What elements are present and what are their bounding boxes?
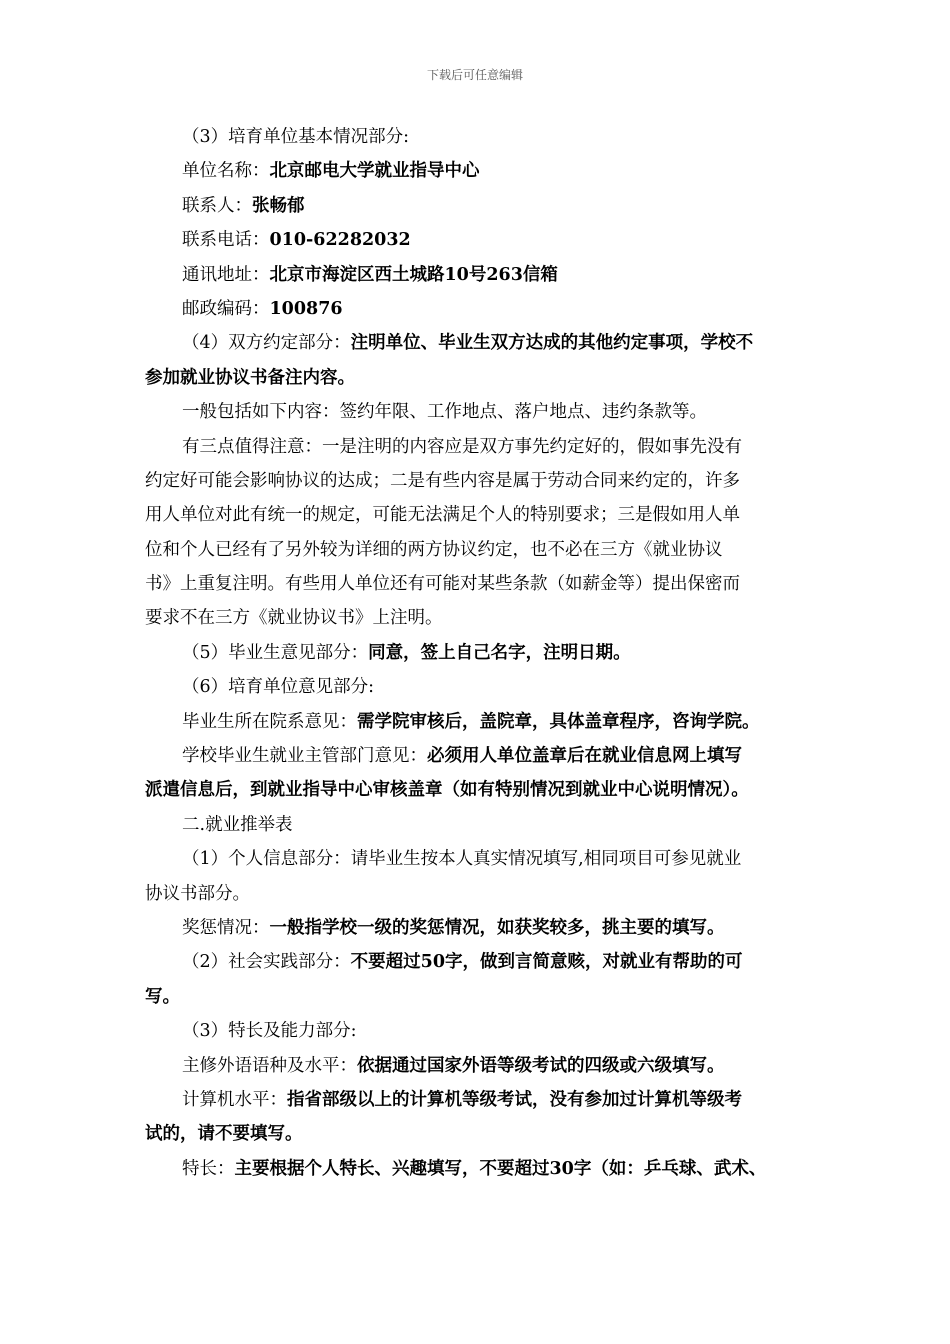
text-line [145,464,817,498]
line-bold-text: 张畅郁 [252,195,305,216]
text-line [145,842,817,876]
document-body [145,120,817,1186]
page-header: 下载后可任意编辑 [426,68,523,82]
line-bold-text: 100876 [269,298,343,319]
line-bold-text: 北京邮电大学就业指导中心 [269,161,480,182]
line-bold-text: 同意，签上自己名字，注明日期。 [368,642,631,663]
text-line [145,430,817,464]
text-line [145,1152,817,1186]
line-bold-text: 010-62282032 [269,230,411,251]
text-line [145,980,817,1014]
line-label: （4）双方约定部分： [182,333,351,354]
line-label: 单位名称： [182,161,270,182]
text-line [145,1014,817,1048]
text-line [145,189,817,223]
text-line [145,877,817,911]
line-label: 学校毕业生就业主管部门意见： [182,746,427,767]
line-label: 有三点值得注意：一是注明的内容应是双方事先约定好的，假如事先没有 [182,436,742,457]
line-label: （6）培育单位意见部分: [182,677,375,698]
line-label: （1）个人信息部分：请毕业生按本人真实情况填写,相同项目可参见就业 [182,849,742,870]
line-label: （5）毕业生意见部分： [182,642,369,663]
line-bold-text: 需学院审核后，盖院章，具体盖章程序，咨询学院。 [357,711,760,732]
text-line [145,567,817,601]
line-label: 特长： [182,1158,235,1179]
line-bold-text: 指省部级以上的计算机等级考试，没有参加过计算机等级考 [287,1089,742,1110]
line-bold-text: 主要根据个人特长、兴趣填写，不要超过30字（如：乒乓球、武术、 [234,1158,767,1179]
text-line [145,601,817,635]
line-label: 通讯地址： [182,264,270,285]
line-label: （2）社会实践部分： [182,952,351,973]
line-bold-text: 参加就业协议书备注内容。 [145,367,355,388]
text-line [145,636,817,670]
line-bold-text: 北京市海淀区西土城路10号263信箱 [269,264,558,285]
line-bold-text: 必须用人单位盖章后在就业信息网上填写 [427,746,742,767]
text-line [145,395,817,429]
line-label: 联系人： [182,195,252,216]
line-label: 一般包括如下内容：签约年限、工作地点、落户地点、违约条款等。 [182,402,707,423]
text-line [145,808,817,842]
text-line [145,533,817,567]
line-bold-text: 一般指学校一级的奖惩情况，如获奖较多，挑主要的填写。 [269,917,725,938]
text-line [145,258,817,292]
text-line [145,911,817,945]
line-label: （3）培育单位基本情况部分: [182,127,410,147]
text-line [145,1049,817,1083]
line-bold-text: 注明单位、毕业生双方达成的其他约定事项，学校不 [350,333,754,354]
line-label: 协议书部分。 [145,883,250,904]
text-line [145,1083,817,1117]
line-label: 约定好可能会影响协议的达成；二是有些内容是属于劳动合同来约定的，许多 [145,470,740,491]
line-label: 计算机水平： [182,1089,287,1110]
line-label: 奖惩情况： [182,917,270,938]
line-label: 联系电话： [182,230,270,251]
line-label: 书》上重复注明。有些用人单位还有可能对某些条款（如薪金等）提出保密而 [145,574,740,595]
text-line [145,1117,817,1151]
text-line [145,120,817,154]
text-line [145,670,817,704]
line-label: 毕业生所在院系意见： [182,711,357,732]
text-line [145,705,817,739]
line-bold-text: 不要超过50字，做到言简意赅，对就业有帮助的可 [350,952,743,973]
text-line [145,739,817,773]
text-line [145,945,817,979]
text-line [145,223,817,257]
text-line [145,154,817,188]
text-line [145,361,817,395]
text-line [145,498,817,532]
line-label: 要求不在三方《就业协议书》上注明。 [145,608,443,629]
line-label: 二.就业推举表 [182,814,293,835]
line-label: （3）特长及能力部分: [182,1021,357,1042]
text-line [145,292,817,326]
line-bold-text: 派遣信息后，到就业指导中心审核盖章（如有特别情况到就业中心说明情况）。 [145,780,749,801]
line-bold-text: 依据通过国家外语等级考试的四级或六级填写。 [357,1055,725,1076]
line-bold-text: 写。 [145,986,180,1007]
line-label: 邮政编码： [182,298,270,319]
line-label: 用人单位对此有统一的规定，可能无法满足个人的特别要求；三是假如用人单 [145,505,740,526]
text-line [145,773,817,807]
text-line [145,326,817,360]
line-label: 位和个人已经有了另外较为详细的两方协议约定，也不必在三方《就业协议 [145,539,723,560]
line-bold-text: 试的，请不要填写。 [145,1124,303,1145]
line-label: 主修外语语种及水平： [182,1055,357,1076]
